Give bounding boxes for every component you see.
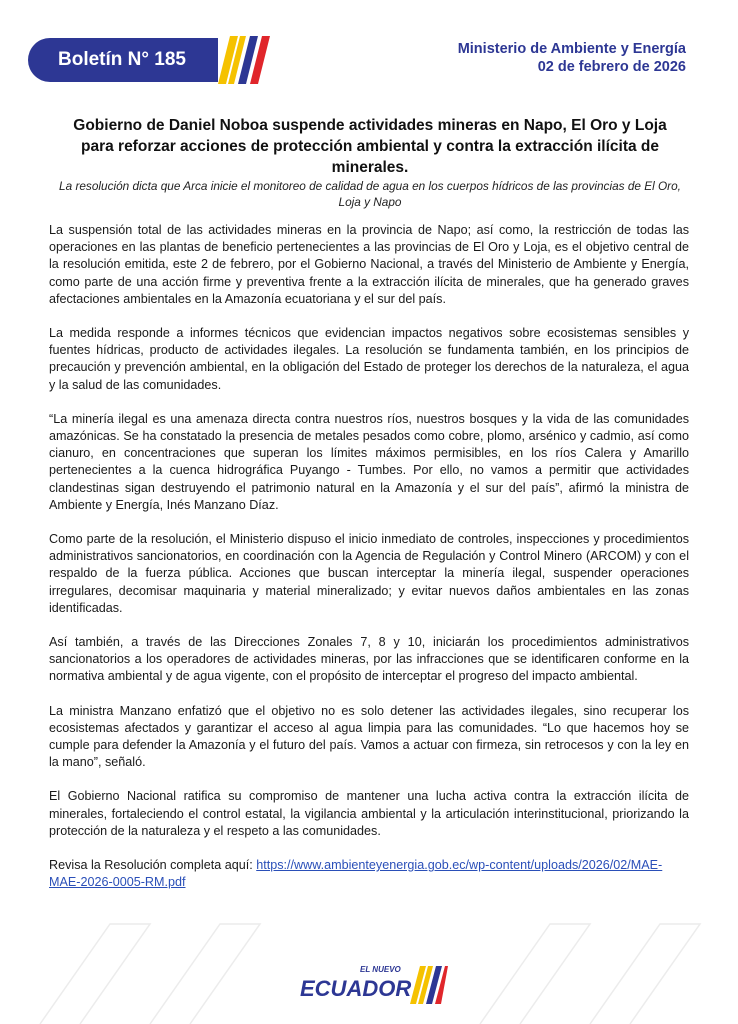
paragraph: La suspensión total de las actividades mineras en la provincia de Napo; así como, la restricción de todas las operaciones en las plantas de beneficio pertenecientes a las provincias de El Oro y Loja, es el objetivo central de la resolución emitida, este 2 de febrero, por el Gobierno Nacional, a través del Ministerio de Ambiente y Energía, como parte de una acción firme y preventiva frente a la extracción ilícita de minerales, que ha generado graves afectaciones ambientales en la Amazonía ecuatoriana y el sur del país.: [49, 223, 689, 306]
paragraph: Como parte de la resolución, el Ministerio dispuso el inicio inmediato de controles, inspecciones y procedimientos administrativos sancionatorios, en coordinación con la Agencia de Regulación y Control Minero (ARCOM) y con el respaldo de la fuerza pública. Acciones que buscan interceptar la minería ilegal, suspender operaciones irregulares, decomisar maquinaria y material mineralizado; y evitar nuevos daños ambientales en las zonas identificadas.: [49, 532, 689, 615]
paragraph: El Gobierno Nacional ratifica su compromiso de mantener una lucha activa contra la extracción ilícita de minerales, fortaleciendo el control estatal, la vigilancia ambiental y la articulación interinstitucional, priorizando la protección de la naturaleza y el respeto a las comunidades.: [49, 789, 689, 838]
paragraph: La ministra Manzano enfatizó que el objetivo no es solo detener las actividades ilegales, sino recuperar los ecosistemas afectados y garantizar el acceso al agua limpia para las comunidades. “Lo que hacemos hoy se cumple para defender la Amazonía y el futuro del país. Vamos a actuar con firmeza, sin retrocesos y con la ley en la mano”, señaló.: [49, 703, 689, 770]
bulletin-date: 02 de febrero de 2026: [537, 59, 686, 75]
bulletin-header: [0, 0, 738, 100]
paragraph: La medida responde a informes técnicos que evidencian impactos negativos sobre ecosistemas sensibles y fuentes hídricas, producto de actividades ilegales. La resolución se fundamenta también, en los principios de precaución y prevención ambiental, en la obligación del Estado de proteger los derechos de la naturaleza, el agua y la salud de las comunidades.: [49, 326, 689, 392]
bulletin-number-badge: [28, 38, 218, 82]
paragraph: “La minería ilegal es una amenaza directa contra nuestros ríos, nuestros bosques y la vida de las comunidades amazónicas. Se ha constatado la presencia de metales pesados como cobre, plomo, arsénico y cadmio, así como cianuro, en concentraciones que superan los límites máximos permisibles, en los ríos Calera y Amarillo pertenecientes a la cuenca hidrográfica Puyango - Tumbes. Por ello, no vamos a permitir que actividades clandestinas sigan destruyendo el patrimonio natural en la Amazonía y el sur del país”, afirmó la ministra de Ambiente y Energía, Inés Manzano Díaz.: [49, 411, 689, 512]
resolution-link[interactable]: https://www.ambienteyenergia.gob.ec/wp-content/uploads/2026/02/MAE-MAE-2026-0005-RM.pdf: [49, 858, 663, 890]
article-title: Gobierno de Daniel Noboa suspende actividades mineras en Napo, El Oro y Loja para reforzar acciones de protección ambiental y contra la extracción ilícita de minerales.: [73, 117, 667, 176]
bulletin-number-label: Boletín N° 185: [58, 49, 186, 70]
article-subtitle: La resolución dicta que Arca inicie el monitoreo de calidad de agua en los cuerpos hídricos de las provincias de El Oro, Loja y Napo: [59, 179, 681, 209]
article-body: [49, 222, 689, 909]
resolution-link-paragraph: [49, 857, 689, 891]
logo-main-text: ECUADOR: [300, 976, 412, 1001]
ministry-info: [458, 40, 686, 76]
resolution-link-intro: Revisa la Resolución completa aquí:: [49, 858, 257, 873]
ministry-name: Ministerio de Ambiente y Energía: [457, 41, 686, 57]
el-nuevo-ecuador-logo: [298, 960, 448, 1011]
ecuador-logo-icon: [298, 960, 448, 1006]
logo-small-text: EL NUEVO: [360, 965, 401, 974]
paragraph: Así también, a través de las Direcciones Zonales 7, 8 y 10, iniciarán los procedimientos administrativos sancionatorios a los operadores de actividades mineras, por las infracciones que se identificaren conforme en la normativa ambiental y de agua vigente, con el propósito de interceptar el progreso del impacto ambiental.: [49, 635, 689, 684]
flag-stripes-icon: [208, 36, 278, 84]
